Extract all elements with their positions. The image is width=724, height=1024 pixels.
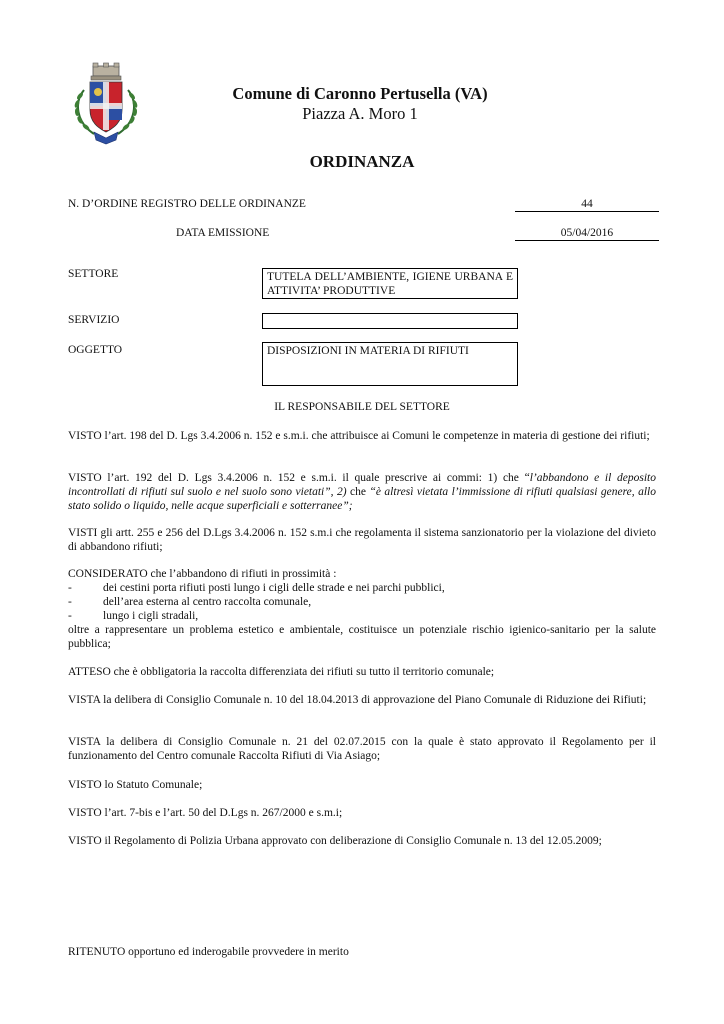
- order-number-value: 44: [515, 198, 659, 212]
- settore-box: TUTELA DELL’AMBIENTE, IGIENE URBANA E ATTIVITA’ PRODUTTIVE: [262, 268, 518, 299]
- paragraph-text: VISTA la delibera di Consiglio Comunale n. 10 del 18.04.2013 di approvazione del Piano Comunale di Riduzione dei Rifiuti;: [68, 694, 647, 706]
- settore-label: SETTORE: [68, 268, 119, 280]
- paragraph-text: CONSIDERATO che l’abbandono di rifiuti in prossimità :: [68, 568, 337, 580]
- paragraph-text: VISTO l’art. 7-bis e l’art. 50 del D.Lgs n. 267/2000 e s.m.i;: [68, 807, 343, 819]
- paragraph-visti-255: [68, 526, 656, 554]
- paragraph-italic-quote: “è altresì vietata l’immissione di rifiuti qualsiasi genere, allo stato solido o liquido, nelle acque superficiali e sotterranee”;: [68, 486, 657, 512]
- list-item: - dei cestini porta rifiuti posti lungo i cigli delle strade e nei parchi pubblici,: [68, 582, 445, 594]
- paragraph-atteso: [68, 665, 656, 679]
- municipality-name: Comune di Caronno Pertusella (VA): [232, 84, 488, 103]
- servizio-box: [262, 313, 518, 329]
- responsible-heading: IL RESPONSABILE DEL SETTORE: [274, 401, 450, 413]
- list-item: - dell’area esterna al centro raccolta comunale,: [68, 596, 312, 608]
- servizio-label: SERVIZIO: [68, 314, 120, 326]
- issue-date-label: DATA EMISSIONE: [176, 227, 270, 239]
- paragraph-considerato: [68, 567, 656, 651]
- paragraph-text: che: [346, 486, 370, 498]
- paragraph-text: oltre a rappresentare un problema estetico e ambientale, costituisce un potenziale rischio igienico-sanitario per la salute pubblica;: [68, 624, 656, 650]
- order-number-label: N. D’ORDINE REGISTRO DELLE ORDINANZE: [68, 198, 306, 210]
- paragraph-italic-quote: l’abbandono e il deposito incontrollati di rifiuti sul suolo e nel suolo sono vietati”, 2): [68, 472, 656, 498]
- oggetto-box: DISPOSIZIONI IN MATERIA DI RIFIUTI: [262, 342, 518, 386]
- paragraph-text: VISTA la delibera di Consiglio Comunale n. 21 del 02.07.2015 con la quale è stato approvato il Regolamento per il funzionamento del Centro comunale Raccolta Rifiuti di Via Asiago;: [68, 736, 656, 762]
- paragraph-text: VISTI gli artt. 255 e 256 del D.Lgs 3.4.2006 n. 152 s.m.i che regolamenta il sistema sanzionatorio per la violazione del divieto di abbandono rifiuti;: [68, 527, 656, 553]
- paragraph-text: ATTESO che è obbligatoria la raccolta differenziata dei rifiuti su tutto il territorio comunale;: [68, 666, 495, 678]
- paragraph-text: VISTO l’art. 198 del D. Lgs 3.4.2006 n. 152 e s.m.i. che attribuisce ai Comuni le competenze in materia di gestione dei rifiuti;: [68, 430, 650, 442]
- paragraph-statuto: [68, 778, 656, 792]
- paragraph-visto-192: [68, 471, 656, 513]
- list-item: - lungo i cigli stradali,: [68, 610, 199, 622]
- paragraph-visto-198: [68, 429, 656, 443]
- document-type-title: ORDINANZA: [309, 152, 415, 171]
- issue-date-value: 05/04/2016: [515, 227, 659, 241]
- paragraph-vista-delibera-21: [68, 735, 656, 763]
- paragraph-text: VISTO il Regolamento di Polizia Urbana approvato con deliberazione di Consiglio Comunale n. 13 del 12.05.2009;: [68, 835, 602, 847]
- paragraph-vista-delibera-10: [68, 693, 656, 707]
- oggetto-label: OGGETTO: [68, 344, 123, 356]
- paragraph-text: VISTO lo Statuto Comunale;: [68, 779, 203, 791]
- paragraph-tuel: [68, 806, 656, 820]
- coat-of-arms-icon: [66, 62, 146, 146]
- issuer-block: [200, 84, 520, 124]
- paragraph-polizia-urbana: [68, 834, 656, 848]
- municipality-address: Piazza A. Moro 1: [302, 104, 418, 123]
- paragraph-text: VISTO l’art. 192 del D. Lgs 3.4.2006 n. 152 e s.m.i. il quale prescrive ai commi: 1) che “: [68, 472, 530, 484]
- footer-ritenuto: RITENUTO opportuno ed inderogabile provvedere in merito: [68, 946, 349, 958]
